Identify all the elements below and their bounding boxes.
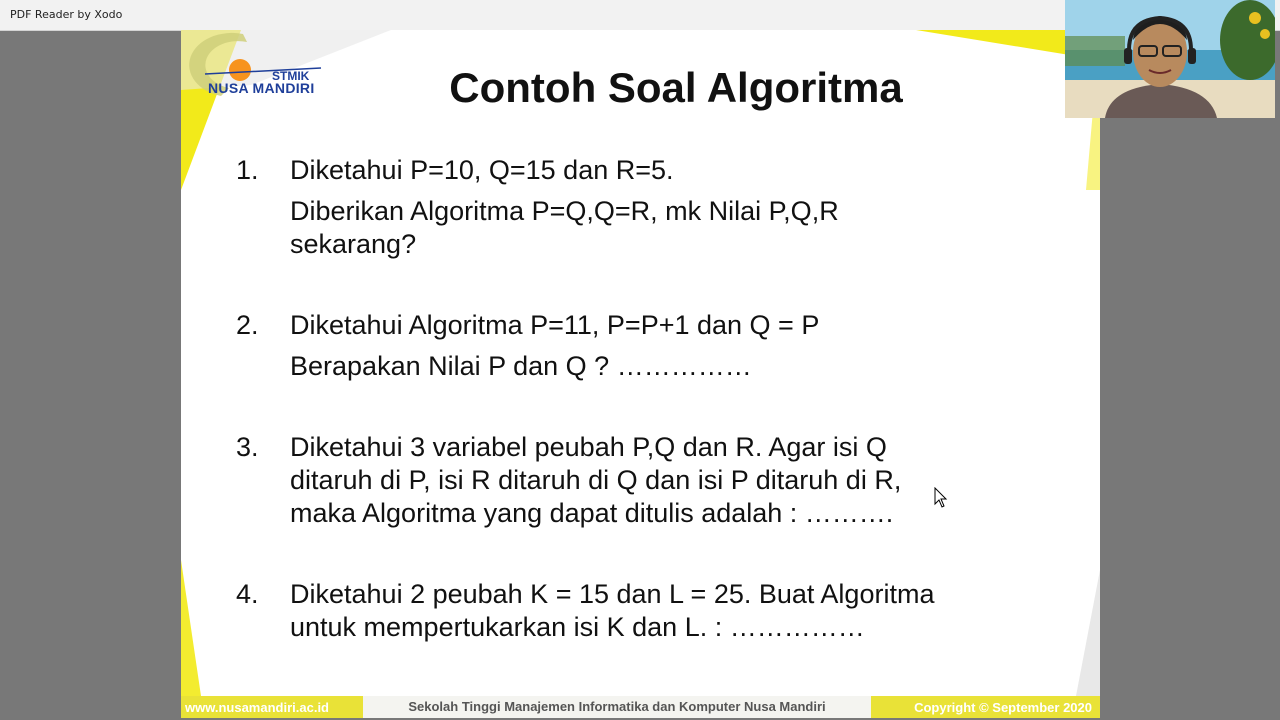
pdf-page[interactable]	[181, 30, 1100, 718]
webcam-video-feed[interactable]	[1065, 0, 1275, 118]
question-line: sekarang?	[290, 229, 417, 259]
footer-copyright: Copyright © September 2020	[914, 700, 1092, 715]
question-line: Diketahui 2 peubah K = 15 dan L = 25. Buat Algoritma	[290, 579, 935, 609]
footer-url: www.nusamandiri.ac.id	[185, 700, 329, 715]
logo-emblem-icon	[181, 30, 341, 110]
presenter-video-image	[1065, 0, 1275, 118]
logo-text-stmik: STMIK	[272, 69, 310, 83]
question-number: 2.	[236, 310, 259, 340]
question-line: Diketahui Algoritma P=11, P=P+1 dan Q = P	[290, 310, 820, 340]
app-title: PDF Reader by Xodo	[10, 8, 123, 21]
question-line: Diberikan Algoritma P=Q,Q=R, mk Nilai P,Q,R	[290, 196, 839, 226]
question-number: 3.	[236, 432, 259, 462]
question-line: ditaruh di P, isi R ditaruh di Q dan isi P ditaruh di R,	[290, 465, 902, 495]
slide-footer	[181, 696, 1100, 718]
slide-title: Contoh Soal Algoritma	[449, 64, 903, 111]
question-line: maka Algoritma yang dapat ditulis adalah : ……….	[290, 498, 894, 528]
question-line: Diketahui 3 variabel peubah P,Q dan R. Agar isi Q	[290, 432, 887, 462]
logo-text-nusa-mandiri: NUSA MANDIRI	[208, 80, 315, 96]
question-line: untuk mempertukarkan isi K dan L. : ……………	[290, 612, 865, 642]
question-number: 1.	[236, 155, 259, 185]
question-line: Berapakan Nilai P dan Q ? ……………	[290, 351, 752, 381]
stmik-logo	[181, 30, 341, 110]
footer-institution: Sekolah Tinggi Manajemen Informatika dan Komputer Nusa Mandiri	[363, 696, 871, 718]
question-number: 4.	[236, 579, 259, 609]
mouse-cursor-icon	[934, 487, 948, 509]
question-line: Diketahui P=10, Q=15 dan R=5.	[290, 155, 674, 185]
